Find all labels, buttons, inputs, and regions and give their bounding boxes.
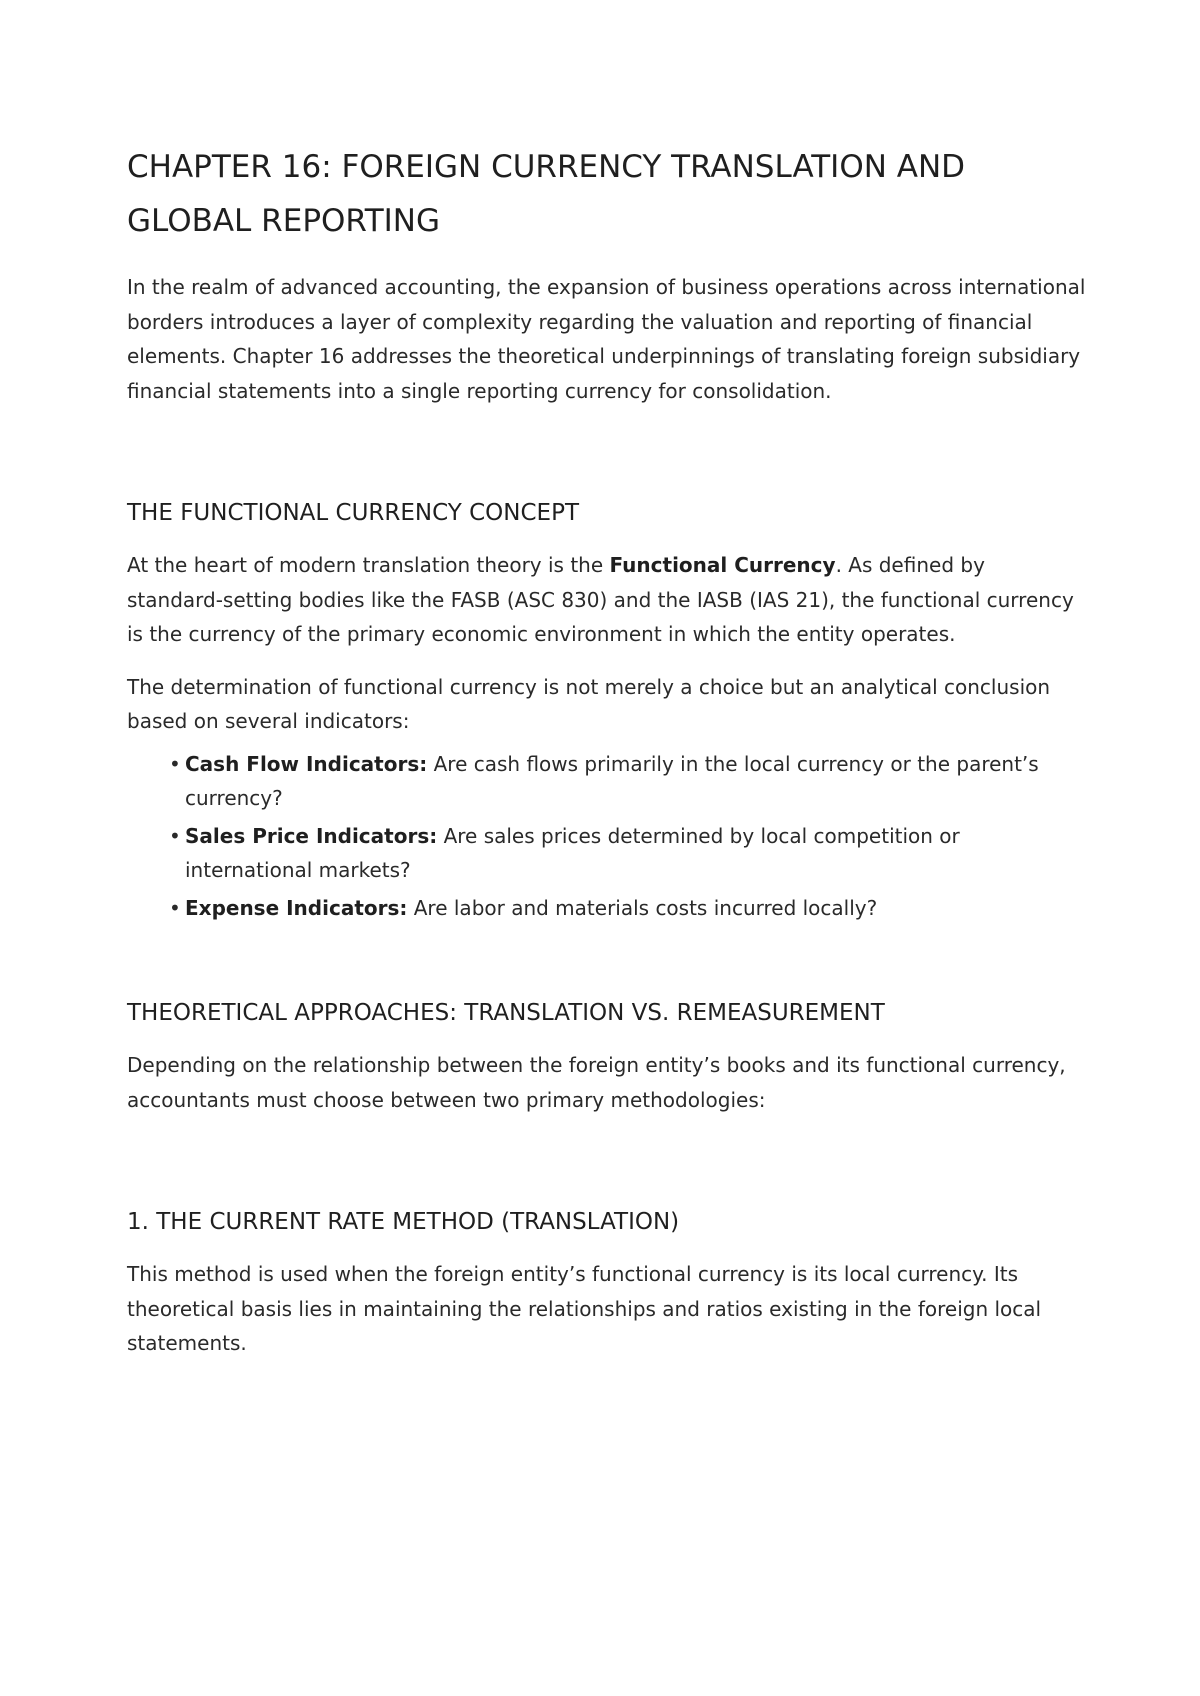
section-heading-theoretical-approaches: THEORETICAL APPROACHES: TRANSLATION VS. REMEASUREMENT (127, 1000, 885, 1026)
indicator-text: Are sales prices determined by local competition or international markets? (185, 823, 960, 882)
section-spacer (127, 928, 1087, 996)
list-item (169, 819, 1087, 888)
indicator-label: Expense Indicators: (185, 895, 408, 920)
bullet-icon: • (169, 751, 181, 776)
intro-paragraph: In the realm of advanced accounting, the expansion of business operations across international borders introduces a layer of complexity regarding the valuation and reporting of financial elements. Chapter 16 addresses the theoretical underpinnings of translating foreign subsidiary financial statements into a single reporting currency for consolidation. (127, 275, 1086, 403)
indicator-text: Are cash flows primarily in the local currency or the parent’s currency? (185, 751, 1039, 810)
indicator-label: Sales Price Indicators: (185, 823, 438, 848)
bullet-icon: • (169, 823, 181, 848)
section-spacer (127, 1135, 1087, 1205)
list-item (169, 747, 1087, 816)
section-heading-current-rate-method: 1. THE CURRENT RATE METHOD (TRANSLATION) (127, 1209, 680, 1235)
determination-paragraph: The determination of functional currency is not merely a choice but an analytical conclusion based on several indicators: (127, 674, 1051, 733)
indicator-text: Are labor and materials costs incurred locally? (407, 895, 878, 920)
bullet-icon: • (169, 895, 181, 920)
bold-term: Functional Currency (609, 553, 836, 577)
list-item (169, 891, 1087, 926)
document-page (127, 140, 1087, 1379)
indicator-label: Cash Flow Indicators: (185, 751, 428, 776)
section-spacer (127, 426, 1087, 496)
text-run: At the heart of modern translation theory is the (127, 553, 610, 577)
text-run: . As defined by standard-setting bodies like the FASB (ASC 830) and the IASB (IAS 21), the functional currency is the currency of the primary economic environment in which the entity operates. (127, 553, 1074, 646)
chapter-title: CHAPTER 16: FOREIGN CURRENCY TRANSLATION AND GLOBAL REPORTING (127, 149, 966, 239)
functional-currency-paragraph (127, 548, 1087, 652)
methodologies-paragraph: Depending on the relationship between the foreign entity’s books and its functional currency, accountants must choose between two primary methodologies: (127, 1053, 1066, 1112)
section-heading-functional-currency: THE FUNCTIONAL CURRENCY CONCEPT (127, 500, 580, 526)
current-rate-paragraph: This method is used when the foreign entity’s functional currency is its local currency. Its theoretical basis lies in maintaining the relationships and ratios existing in the foreign local statements. (127, 1262, 1042, 1355)
indicators-list (127, 747, 1087, 926)
